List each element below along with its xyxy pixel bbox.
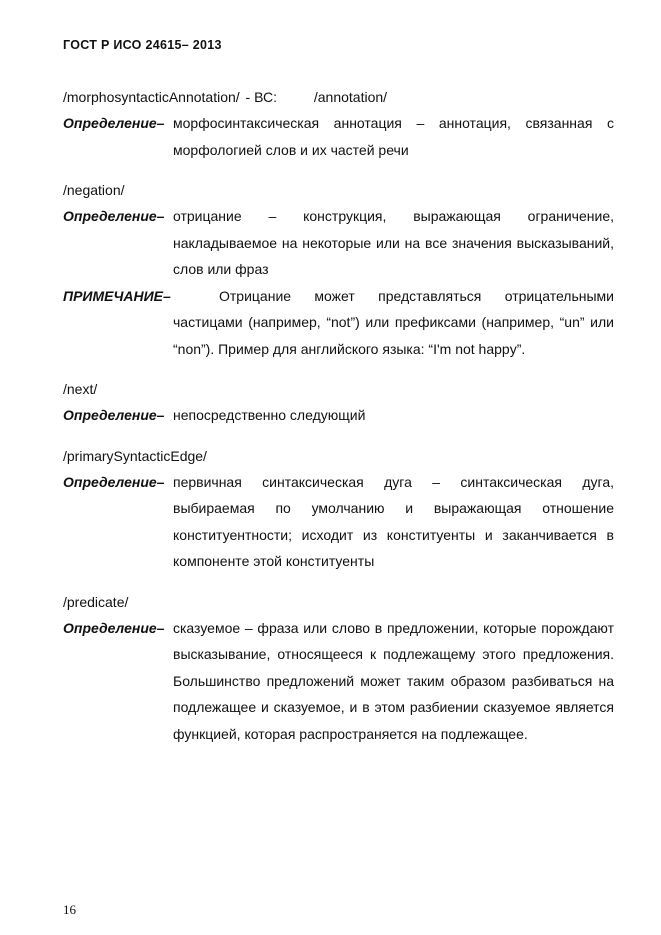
term-line bbox=[63, 376, 614, 402]
definition bbox=[63, 469, 614, 575]
glossary-entry-morphosyntactic-annotation bbox=[63, 84, 614, 163]
glossary-entry-primary-syntactic-edge bbox=[63, 443, 614, 575]
term-line bbox=[63, 84, 614, 110]
document-header: ГОСТ Р ИСО 24615– 2013 bbox=[63, 38, 222, 52]
definition-label: Определение– bbox=[63, 473, 165, 490]
note bbox=[63, 283, 614, 363]
definition-text: первичная синтаксическая дуга – синтаксическая дуга, выбираемая по умолчанию и выражающая отношение конституентности; исходит из конституенты и заканчивается в компоненте этой конституенты bbox=[173, 473, 614, 569]
term: /next/ bbox=[63, 381, 98, 397]
definition-label: Определение– bbox=[63, 619, 165, 636]
definition bbox=[63, 402, 614, 429]
term-line bbox=[63, 443, 614, 469]
definition bbox=[63, 110, 614, 163]
note-label: ПРИМЕЧАНИЕ– bbox=[63, 287, 171, 304]
term: /morphosyntacticAnnotation/ bbox=[63, 89, 240, 105]
term: /negation/ bbox=[63, 182, 125, 198]
term-relation: - ВС: bbox=[245, 89, 277, 105]
definition bbox=[63, 203, 614, 283]
term-line bbox=[63, 177, 614, 203]
term-reference: /annotation/ bbox=[313, 89, 388, 105]
page-number: 16 bbox=[63, 902, 76, 917]
definition-text: отрицание – конструкция, выражающая ограничение, накладываемое на некоторые или на все значения высказываний, слов или фраз bbox=[173, 208, 614, 277]
glossary-entry-negation bbox=[63, 177, 614, 362]
definition-label: Определение– bbox=[63, 407, 165, 423]
definition-label: Определение– bbox=[63, 208, 165, 224]
definition-text: непосредственно следующий bbox=[173, 407, 366, 423]
definition-text: морфосинтаксическая аннотация – аннотация, связанная с морфологией слов и их частей речи bbox=[173, 115, 614, 158]
glossary-entries bbox=[63, 84, 614, 761]
term-line bbox=[63, 589, 614, 615]
glossary-entry-next bbox=[63, 376, 614, 429]
glossary-entry-predicate bbox=[63, 589, 614, 748]
definition-text: сказуемое – фраза или слово в предложении, которые порождают высказывание, относящееся к подлежащему этого предложения. Большинство предложений может таким образом разбиваться на подлежащее и сказуемое, и в этом разбиении сказуемое является функцией, которая распространяется на подлежащее. bbox=[173, 619, 614, 742]
definition bbox=[63, 615, 614, 748]
note-text: Отрицание может представляться отрицательными частицами (например, “not”) или префиксами (например, “un” или “non”). Пример для английского языка: “I'm not happy”. bbox=[173, 287, 614, 357]
term: /primarySyntacticEdge/ bbox=[63, 447, 207, 464]
definition-label: Определение– bbox=[63, 115, 165, 131]
term: /predicate/ bbox=[63, 593, 129, 610]
